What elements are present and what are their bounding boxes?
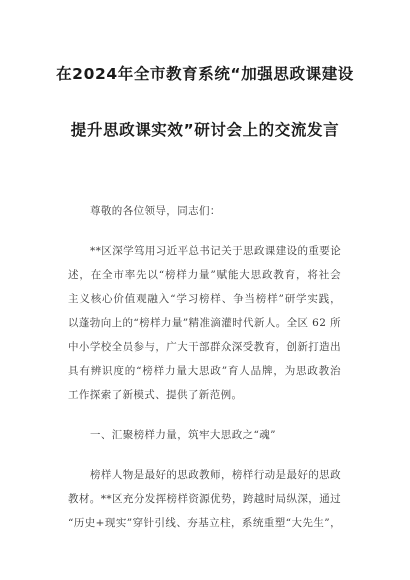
paragraph1-line: 中小学校全员参与，广大干部群众深受教育，创新打造出 [68,341,341,353]
paragraph1-line: 工作探索了新模式、提供了新范例。 [68,389,243,401]
paragraph2-line: 榜样人物是最好的思政教师，榜样行动是最好的思政 [90,469,341,481]
paragraph1-line: 述，在全市率先以“榜样力量”赋能大思政教育，将社会 [68,269,341,281]
section-heading: 一、汇聚榜样力量，筑牢大思政之“魂” [90,429,276,441]
document-title-line-1: 在2024年全市教育系统“加强思政课建设 [56,65,354,83]
paragraph1-line: 主义核心价值观融入“学习榜样、争当榜样”研学实践， [68,293,341,305]
paragraph2-line: “历史+现实”穿针引线、夯基立柱，系统重塑“大先生”， [68,517,341,529]
document-title-line-2: 提升思政课实效”研讨会上的交流发言 [70,121,340,139]
paragraph1-line: 具有辨识度的“榜样力量大思政”育人品牌，为思政教治 [68,365,341,377]
paragraph1-line: 以蓬勃向上的“榜样力量”精准滴灌时代新人。全区 62 所 [68,317,341,329]
paragraph1-line: **区深学笃用习近平总书记关于思政课建设的重要论 [90,245,342,257]
salutation: 尊敬的各位领导，同志们： [90,205,221,217]
paragraph2-line: 教材。**区充分发挥榜样资源优势，跨越时局纵深，通过 [68,493,341,505]
